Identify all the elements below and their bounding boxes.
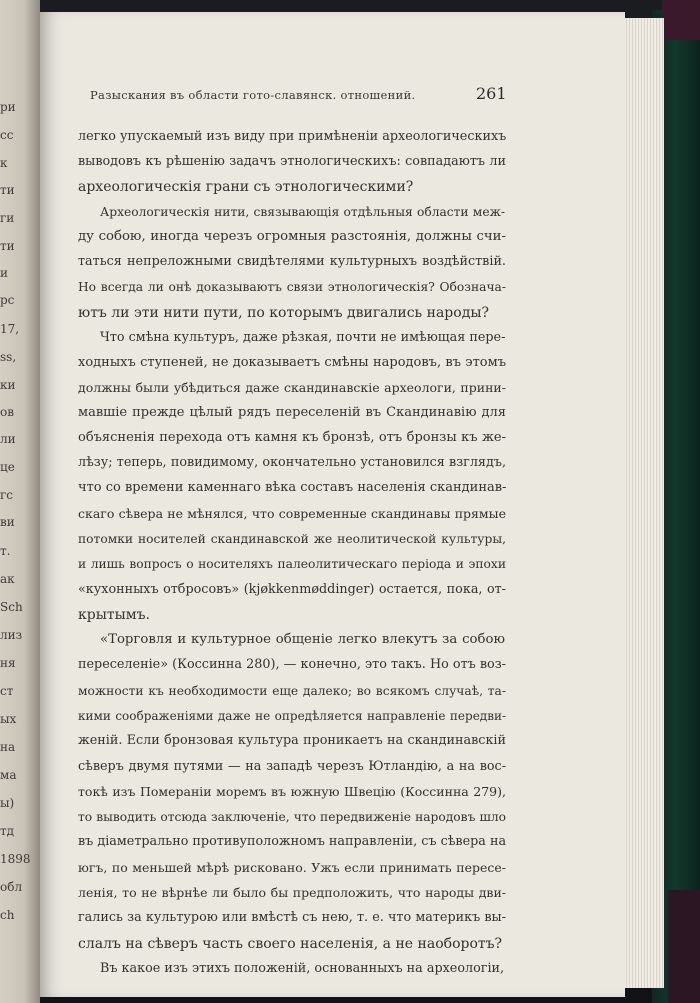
facing-page-fragment: ти <box>0 183 15 197</box>
text-line: таться непреложными свидѣтелями культурныхъ воздѣйствiй. <box>78 254 506 269</box>
facing-page-fragment: cc <box>0 128 14 142</box>
text-line: ленiя, то не вѣрнѣе ли было бы предположить, что народы дви- <box>78 885 506 900</box>
text-line: ду собою, иногда черезъ огромныя разстоянiя, должны счи- <box>78 229 506 244</box>
facing-page-fragment: и <box>0 266 8 280</box>
text-line: сѣверъ двумя путями — на западѣ черезъ Ютландiю, а на вос- <box>78 759 506 774</box>
text-line: гались за культурою или вмѣстѣ съ нею, т. е. что материкъ вы- <box>78 910 506 925</box>
book-cover-maroon-lower <box>668 890 700 1003</box>
book-cover-maroon-corner <box>662 0 700 40</box>
facing-page-fragment: ов <box>0 405 14 419</box>
facing-page-fragment: ки <box>0 378 16 392</box>
text-line: Въ какое изъ этихъ положенiй, основанныхъ на археологiи, <box>100 961 505 976</box>
text-line: лѣзу; теперь, повидимому, окончательно установился взглядъ, <box>78 455 506 470</box>
facing-page-fragment: ых <box>0 712 17 726</box>
text-line: выводовъ къ рѣшенiю задачъ этнологическихъ: совпадаютъ ли <box>78 154 506 169</box>
facing-page-fragment: ти <box>0 239 15 253</box>
text-line: что со времени каменнаго вѣка составъ населенiя скандинав- <box>78 480 507 495</box>
text-line: югъ, по меньшей мѣрѣ рисковано. Ужъ если принимать пересе- <box>78 860 506 875</box>
facing-page-fragment: тд <box>0 824 15 838</box>
text-line: слалъ на сѣверъ часть своего населенiя, а не наоборотъ? <box>78 936 503 952</box>
facing-page-fragment: рс <box>0 293 15 307</box>
facing-page-fragment: ст <box>0 684 14 698</box>
facing-page-fragment: ch <box>0 908 15 922</box>
facing-page-fragment: Sch <box>0 600 23 614</box>
facing-page-fragment: обл <box>0 880 23 894</box>
text-line: Что смѣна культуръ, даже рѣзкая, почти не имѣющая пере- <box>100 330 506 345</box>
text-line: археологическiя грани съ этнологическими? <box>78 179 414 195</box>
text-line: должны были убѣдиться даже скандинавскiе археологи, прини- <box>78 380 506 395</box>
facing-page-fragment: лиз <box>0 628 23 642</box>
text-line: объясненiя перехода отъ камня къ бронзѣ, отъ бронзы къ же- <box>78 430 506 445</box>
text-line: токѣ изъ Померанiи моремъ въ южную Швецiю (Коссинна 279), <box>78 784 506 799</box>
text-line: мавшiе прежде цѣлый рядъ переселенiй въ Скандинавiю для <box>78 405 506 420</box>
text-line: ютъ ли эти нити пути, по которымъ двигались народы? <box>78 305 489 321</box>
facing-page-fragment: ы) <box>0 796 15 810</box>
facing-page-fragment: це <box>0 460 15 474</box>
facing-page-fragment: ак <box>0 572 15 586</box>
facing-page-fragment: 17, <box>0 322 20 336</box>
text-line: скаго сѣвера не мѣнялся, что современные скандинавы прямые <box>78 506 506 521</box>
text-line: Но всегда ли онѣ доказываютъ связи этнологическiя? Обознача- <box>78 280 506 294</box>
facing-page-fragment: 1898 <box>0 852 31 866</box>
facing-page-fragment: ли <box>0 432 16 446</box>
facing-page-fragment: ss, <box>0 350 17 364</box>
facing-page-fragment: на <box>0 740 16 754</box>
facing-page-fragment: гс <box>0 488 14 502</box>
text-line: и лишь вопросъ о носителяхъ палеолитическаго перiода и эпохи <box>78 557 506 571</box>
text-line: крытымъ. <box>78 607 150 623</box>
text-line: «кухонныхъ отбросовъ» (kjøkkenmøddinger) остается, пока, от- <box>78 582 506 597</box>
text-line: женiй. Если бронзовая культура проникаетъ на скандинавскiй <box>78 733 506 748</box>
text-line: легко упускаемый изъ виду при примѣненiи археологическихъ <box>78 129 507 144</box>
text-line: въ дiаметрально противуположномъ направленiи, съ сѣвера на <box>78 834 507 849</box>
facing-page-fragment: ви <box>0 515 15 529</box>
facing-page-fragment: ри <box>0 100 16 114</box>
text-line: можности къ необходимости еще далеко; во всякомъ случаѣ, та- <box>78 684 506 698</box>
facing-page-fragment: т. <box>0 544 11 558</box>
facing-page-fragment: к <box>0 156 8 170</box>
text-line: кими соображенiями даже не опредѣляется направленiе передви- <box>78 709 506 723</box>
text-line: то выводить отсюда заключенiе, что передвиженiе народовъ шло <box>78 810 506 824</box>
facing-page <box>0 0 40 1003</box>
facing-page-fragment: ги <box>0 211 15 225</box>
text-line: переселенiе» (Коссинна 280), — конечно, это такъ. Но отъ воз- <box>78 657 506 672</box>
text-line: ходныхъ ступеней, не доказываетъ смѣны народовъ, въ этомъ <box>78 355 506 370</box>
text-line: потомки носителей скандинавской же неолитической культуры, <box>78 532 506 546</box>
text-line: Археологическiя нити, связывающiя отдѣльныя области меж- <box>100 205 505 219</box>
running-head: Разыскания въ области гото-славянск. отношений. <box>90 88 416 102</box>
text-line: «Торговля и культурное общенiе легко влекутъ за собою <box>100 632 505 647</box>
page-number: 261 <box>476 84 507 103</box>
facing-page-fragment: ма <box>0 768 17 782</box>
facing-page-fragment: ня <box>0 656 16 670</box>
